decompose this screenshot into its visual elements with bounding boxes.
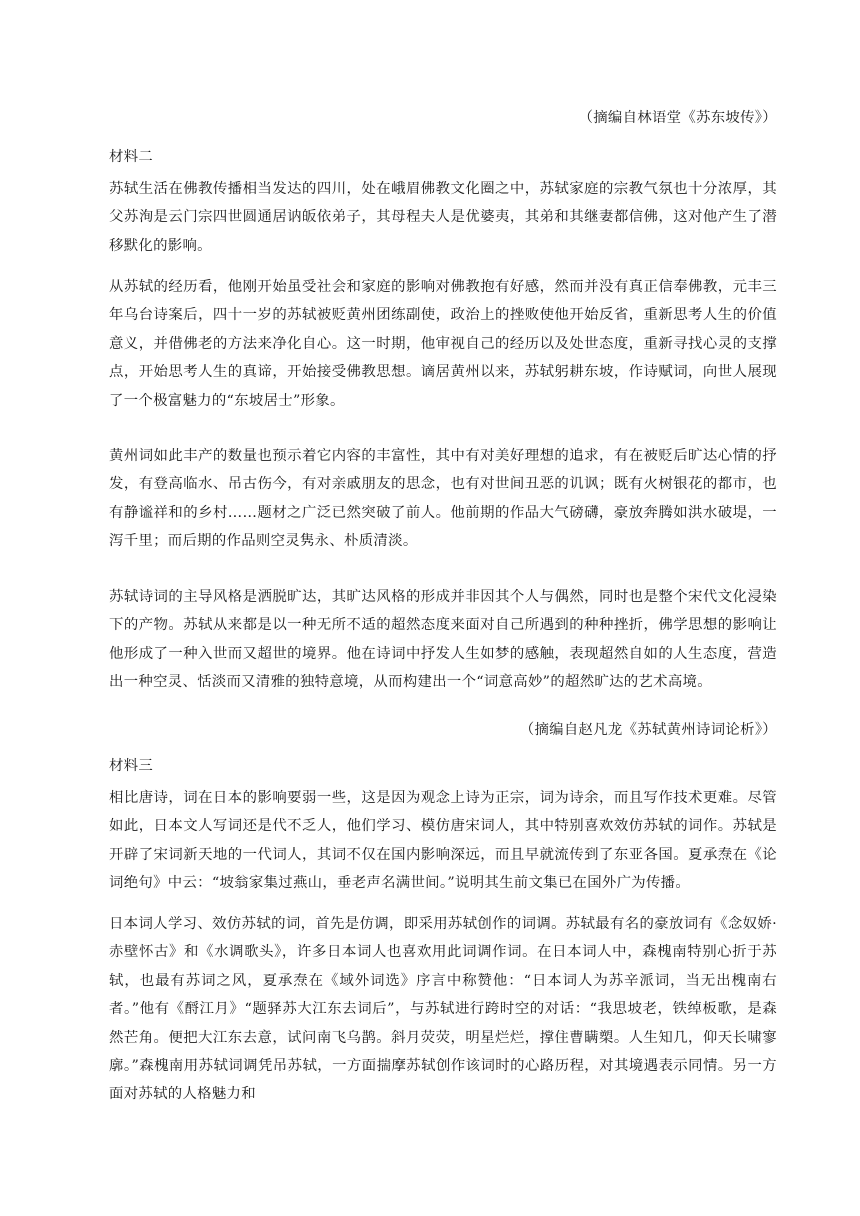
material-2-paragraph-3: 黄州词如此丰产的数量也预示着它内容的丰富性，其中有对美好理想的追求，有在被贬后旷达心情的抒发，有登高临水、吊古伤今，有对亲戚朋友的思念，也有对世间丑恶的讥讽；既有火树银花的都市，也有静谧祥和的乡村……题材之广泛已然突破了前人。他前期的作品大气磅礴，豪放奔腾如洪水破堤，一泻千里；而后期的作品则空灵隽永、朴质清淡。 (109, 448, 777, 550)
material-2-paragraph-1: 苏轼生活在佛教传播相当发达的四川，处在峨眉佛教文化圈之中，苏轼家庭的宗教气氛也十分浓厚，其父苏洵是云门宗四世圆通居讷皈依弟子，其母程夫人是优婆夷，其弟和其继妻都信佛，这对他产生了潜移默化的影响。 (109, 181, 777, 254)
material-2-paragraph-4: 苏轼诗词的主导风格是洒脱旷达，其旷达风格的形成并非因其个人与偶然，同时也是整个宋代文化浸染下的产物。苏轼从来都是以一种无所不适的超然态度来面对自己所遇到的种种挫折，佛学思想的影响让他形成了一种入世而又超世的境界。他在诗词中抒发人生如梦的感触，表现超然自如的人生态度，营造出一种空灵、恬淡而又清雅的独特意境，从而构建出一个“词意高妙”的超然旷达的艺术高境。 (109, 589, 777, 691)
source-citation-2: （摘编自赵凡龙《苏轼黄州诗词论析》） (519, 722, 777, 738)
material-2-heading: 材料二 (109, 149, 154, 165)
material-3-paragraph-1: 相比唐诗，词在日本的影响要弱一些，这是因为观念上诗为正宗，词为诗余，而且写作技术更难。尽管如此，日本文人写词还是代不乏人，他们学习、模仿唐宋词人，其中特别喜欢效仿苏轼的词作。苏轼是开辟了宋词新天地的一代词人，其词不仅在国内影响深远，而且早就流传到了东亚各国。夏承焘在《论词绝句》中云：“坡翁家集过燕山，垂老声名满世间。”说明其生前文集已在国外广为传播。 (109, 790, 777, 892)
material-3-paragraph-2: 日本词人学习、效仿苏轼的词，首先是仿调，即采用苏轼创作的词调。苏轼最有名的豪放词有《念奴娇·赤壁怀古》和《水调歌头》，许多日本词人也喜欢用此词调作词。在日本词人中，森槐南特别心折于苏轼，也最有苏词之风，夏承焘在《域外词选》序言中称赞他：“日本词人为苏辛派词，当无出槐南右者。”他有《酹江月》“题驿苏大江东去词后”，与苏轼进行跨时空的对话：“我思坡老，铁绰板歌，是森然芒角。便把大江东去意，试问南飞乌鹊。斜月荧荧，明星烂烂，撑住曹瞒槊。人生知几，仰天长啸寥廓。”森槐南用苏轼词调凭吊苏轼，一方面揣摩苏轼创作该词时的心路历程，对其境遇表示同情。另一方面对苏轼的人格魅力和 (109, 916, 777, 1103)
material-3-heading: 材料三 (109, 758, 154, 774)
material-2-paragraph-2: 从苏轼的经历看，他刚开始虽受社会和家庭的影响对佛教抱有好感，然而并没有真正信奉佛教，元丰三年乌台诗案后，四十一岁的苏轼被贬黄州团练副使，政治上的挫败使他开始反省，重新思考人生的价值意义，并借佛老的方法来净化自心。这一时期，他审视自己的经历以及处世态度，重新寻找心灵的支撑点，开始思考人生的真谛，开始接受佛教思想。谪居黄州以来，苏轼躬耕东坡，作诗赋词，向世人展现了一个极富魅力的“东坡居士”形象。 (109, 279, 777, 409)
source-citation-1: （摘编自林语堂《苏东坡传》） (578, 110, 777, 126)
